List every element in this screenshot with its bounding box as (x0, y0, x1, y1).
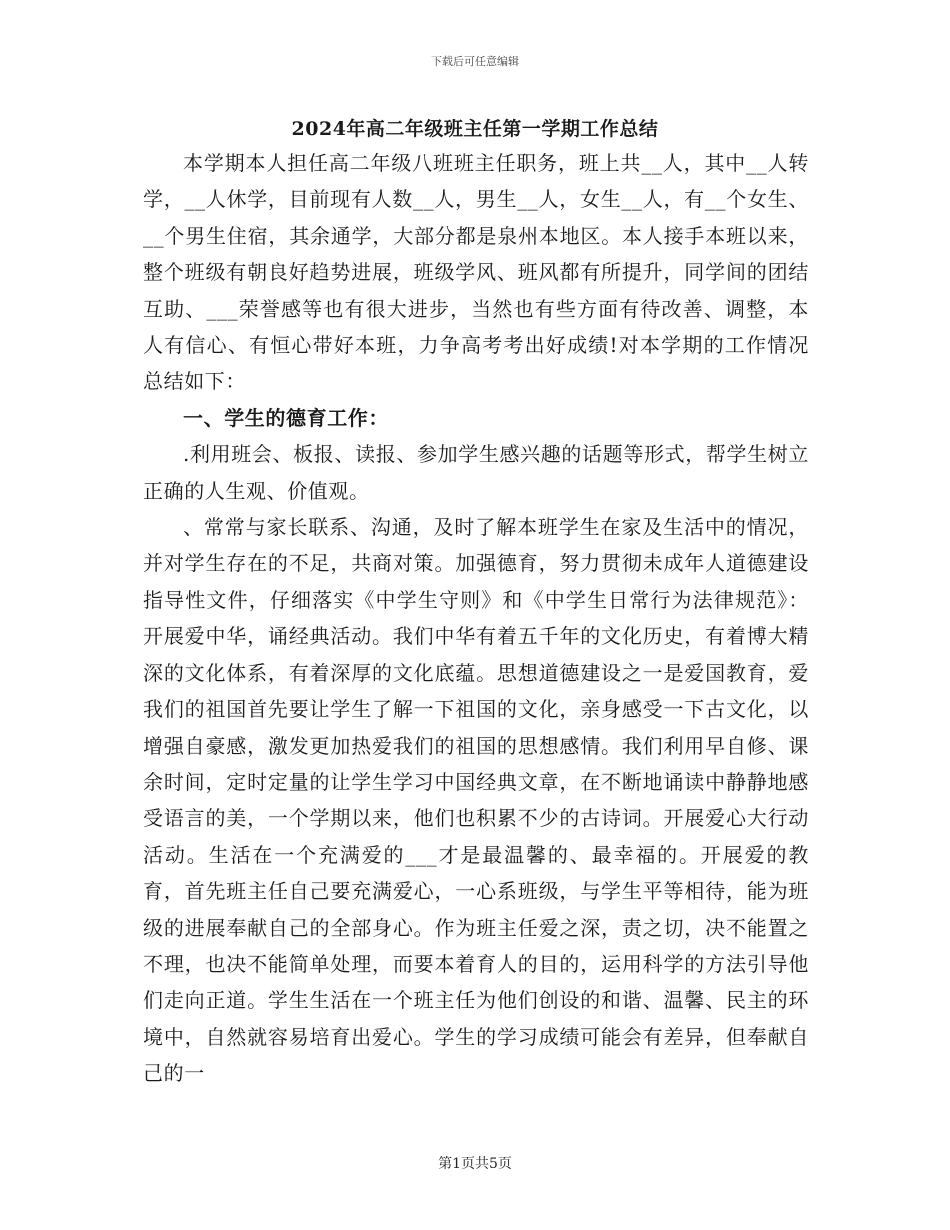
page-footer: 第1页共5页 (438, 1156, 512, 1172)
intro-paragraph: 本学期本人担任高二年级八班班主任职务，班上共__人，其中__人转学，__人休学，目前现有人数__人，男生__人，女生__人，有__个女生、__个男生住宿，其余通学，大部分都是泉州本地区。本人接手本班以来，整个班级有朝良好趋势进展，班级学风、班风都有所提升，同学间的团结互助、___荣誉感等也有很大进步，当然也有些方面有待改善、调整，本人有信心、有恒心带好本班，力争高考考出好成绩!对本学期的工作情况总结如下： (143, 151, 809, 394)
document-body (143, 145, 809, 1092)
section-heading: 一、学生的德育工作： (183, 405, 389, 430)
document-title: 2024年高二年级班主任第一学期工作总结 (291, 118, 659, 140)
item-paragraph-1: .利用班会、板报、读报、参加学生感兴趣的话题等形式，帮学生树立正确的人生观、价值观。 (143, 442, 809, 503)
header-note: 下载后可任意编辑 (431, 55, 519, 68)
item-paragraph-2: 、常常与家长联系、沟通，及时了解本班学生在家及生活中的情况，并对学生存在的不足，共商对策。加强德育，努力贯彻未成年人道德建设指导性文件，仔细落实《中学生守则》和《中学生日常行为法律规范》：开展爱中华，诵经典活动。我们中华有着五千年的文化历史，有着博大精深的文化体系，有着深厚的文化底蕴。思想道德建设之一是爱国教育，爱我们的祖国首先要让学生了解一下祖国的文化，亲身感受一下古文化，以增强自豪感，激发更加热爱我们的祖国的思想感情。我们利用早自修、课余时间，定时定量的让学生学习中国经典文章，在不断地诵读中静静地感受语言的美，一个学期以来，他们也积累不少的古诗词。开展爱心大行动活动。生活在一个充满爱的___才是最温馨的、最幸福的。开展爱的教育，首先班主任自己要充满爱心，一心系班级，与学生平等相待，能为班级的进展奉献自己的全部身心。作为班主任爱之深，责之切，决不能置之不理，也决不能简单处理，而要本着育人的目的，运用科学的方法引导他们走向正道。学生生活在一个班主任为他们创设的和谐、温馨、民主的环境中，自然就容易培育出爱心。学生的学习成绩可能会有差异，但奉献自己的一 (143, 515, 809, 1086)
